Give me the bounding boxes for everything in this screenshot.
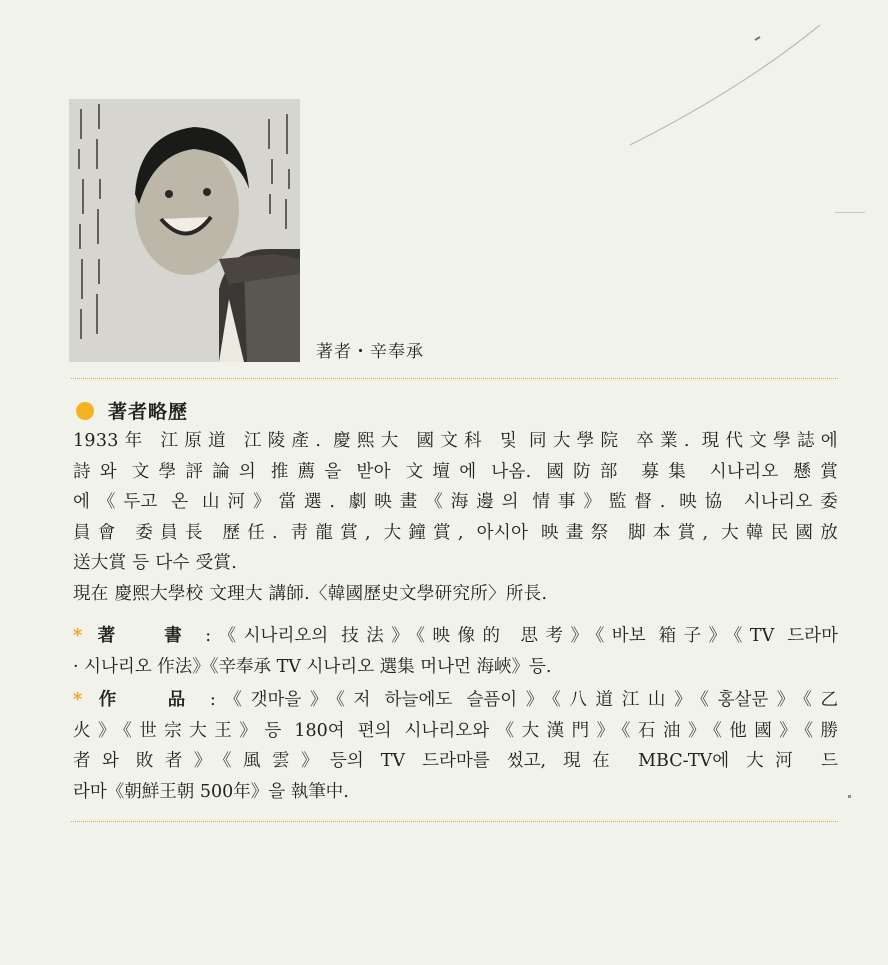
bio-line: 現在 慶熙大學校 文理大 講師.〈韓國歷史文學研究所〉所長. xyxy=(73,583,548,604)
works-line: 火》《世宗大王》등 180여 편의 시나리오와《大漢門》《石油》《他國》《勝 xyxy=(73,720,838,741)
works-line: 者와 敗者》《風雲》등의 TV 드라마를 썼고, 現在 MBC-TV에 大河 드 xyxy=(73,751,838,771)
author-portrait-image xyxy=(69,99,300,362)
works-line: :《갯마을》《저 하늘에도 슬픔이》《八道江山》《홍살문》《乙 xyxy=(209,690,838,710)
asterisk-icon: * xyxy=(73,690,83,710)
works-label: 作 品 xyxy=(90,690,208,710)
paper-speck xyxy=(835,212,865,213)
bio-line: 員會 委員長 歷任. 靑龍賞, 大鐘賞, 아시아 映畫祭 脚本賞, 大韓民國放 xyxy=(73,522,838,543)
bio-line: 詩와 文學評論의 推薦을 받아 文壇에 나옴. 國防部 募集 시나리오 懸賞 xyxy=(73,461,838,482)
bullet-dot-icon xyxy=(76,402,94,420)
page-scratch-mark xyxy=(620,20,880,150)
books-line: · 시나리오 作法》《辛奉承 TV 시나리오 選集 머나먼 海峽》등. xyxy=(73,656,552,677)
bio-line: 1933年 江原道 江陵產. 慶熙大 國文科 및 同大學院 卒業. 現代文學誌에 xyxy=(73,431,838,451)
bio-line: 送大賞 등 다수 受賞. xyxy=(73,553,238,573)
works-line: 라마《朝鮮王朝 500年》을 執筆中. xyxy=(73,781,349,802)
bio-paragraph xyxy=(73,426,838,609)
section-divider-bottom xyxy=(71,821,838,822)
bio-line: 에《두고 온 山河》當選. 劇映畫《海邊의 情事》監督. 映協 시나리오委 xyxy=(73,492,838,512)
photo-caption: 著者・辛奉承 xyxy=(316,342,424,362)
section-divider-top xyxy=(71,378,838,379)
bio-heading xyxy=(76,397,188,424)
author-photo xyxy=(69,99,300,362)
paper-speck xyxy=(848,795,851,798)
asterisk-icon: * xyxy=(73,626,83,646)
works-section xyxy=(73,685,838,807)
books-line: :《시나리오의 技法》《映像的 思考》《바보 箱子》《TV 드라마 xyxy=(205,626,838,646)
bio-heading-text: 著者略歷 xyxy=(108,401,189,423)
books-label: 著 書 xyxy=(90,626,204,646)
books-section xyxy=(73,621,838,682)
